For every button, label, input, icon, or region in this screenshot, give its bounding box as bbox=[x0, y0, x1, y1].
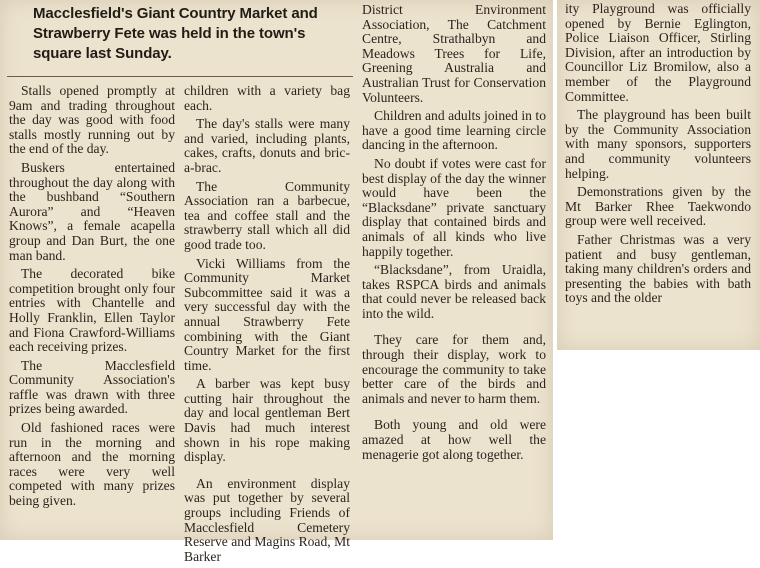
article-column-4 bbox=[565, 2, 751, 310]
paragraph: Stalls opened promptly at 9am and trading throughout the day was good with food stalls mostly running out by the end of the day. bbox=[9, 83, 175, 157]
paragraph: The Community Association ran a barbecue, tea and coffee stall and the strawberry stall which all did good trade too. bbox=[184, 178, 350, 252]
paragraph: Children and adults joined in to have a good time learning circle dancing in the afternoon. bbox=[362, 108, 546, 153]
article-column-3 bbox=[362, 3, 546, 466]
paragraph: The Macclesfield Community Association's raffle was drawn with three prizes being awarded. bbox=[9, 357, 175, 417]
paragraph: An environment display was put together by several groups including Friends of Macclesfield Cemetery Reserve and Magins Road, Mt Barker bbox=[184, 475, 350, 564]
paragraph: ity Playground was officially opened by Bernie Eglington, Police Liaison Officer, Stirling Division, after an introduction by Councillor Liz Bromilow, also a member of the Playground Committee. bbox=[565, 1, 751, 104]
paragraph: They care for them and, through their display, work to encourage the community to take better care of the birds and animals and never to harm them. bbox=[362, 332, 546, 406]
article-column-2 bbox=[184, 84, 350, 568]
paragraph: A barber was kept busy cutting hair throughout the day and local gentleman Bert Davis had much interest shown in his rope making display. bbox=[184, 376, 350, 465]
newspaper-clipping-side bbox=[557, 0, 760, 350]
paragraph: Old fashioned races were run in the morning and afternoon and the morning races were very well competed with many prizes being given. bbox=[9, 420, 175, 509]
article-column-1 bbox=[9, 84, 175, 513]
paragraph: Father Christmas was a very patient and busy gentleman, taking many children's orders and presenting the babies with bath toys and the older bbox=[565, 231, 751, 306]
paragraph: The playground has been built by the Community Association with many sponsors, supporters and community volunteers helping. bbox=[565, 107, 751, 181]
paragraph: children with a variety bag each. bbox=[184, 83, 350, 113]
paragraph: Buskers entertained throughout the day along with the bushband “Southern Aurora” and “Heaven Knows”, a female acapella group and Dan Burt, the one man band. bbox=[9, 159, 175, 263]
paragraph: Demonstrations given by the Mt Barker Rhee Taekwondo group were well received. bbox=[565, 184, 751, 229]
headline-divider bbox=[7, 76, 353, 77]
paragraph: “Blacksdane”, from Uraidla, takes RSPCA birds and animals that could never be released back into the wild. bbox=[362, 262, 546, 321]
article-headline: Macclesfield's Giant Country Market and Strawberry Fete was held in the town's square last Sunday. bbox=[33, 5, 318, 62]
paragraph: No doubt if votes were cast for best display of the day the winner would have been the “Blacksdane” private sanctuary display that contained birds and animals of all kinds who live happily together. bbox=[362, 155, 546, 259]
paragraph: The decorated bike competition brought only four entries with Chantelle and Holly Franklin, Ellen Taylor and Fiona Crawford-Williams each receiving prizes. bbox=[9, 266, 175, 355]
paragraph: Vicki Williams from the Community Market Subcommittee said it was a very successful day with the annual Strawberry Fete combining with the Giant Country Market for the first time. bbox=[184, 255, 350, 373]
paragraph: District Environment Association, The Catchment Centre, Strathalbyn and Meadows Trees for Life, Greening Australia and Australian Trust for Conservation Volunteers. bbox=[362, 2, 546, 105]
paragraph: Both young and old were amazed at how well the menagerie got along together. bbox=[362, 417, 546, 462]
paragraph: The day's stalls were many and varied, including plants, cakes, crafts, donuts and bric-a-brac. bbox=[184, 116, 350, 175]
